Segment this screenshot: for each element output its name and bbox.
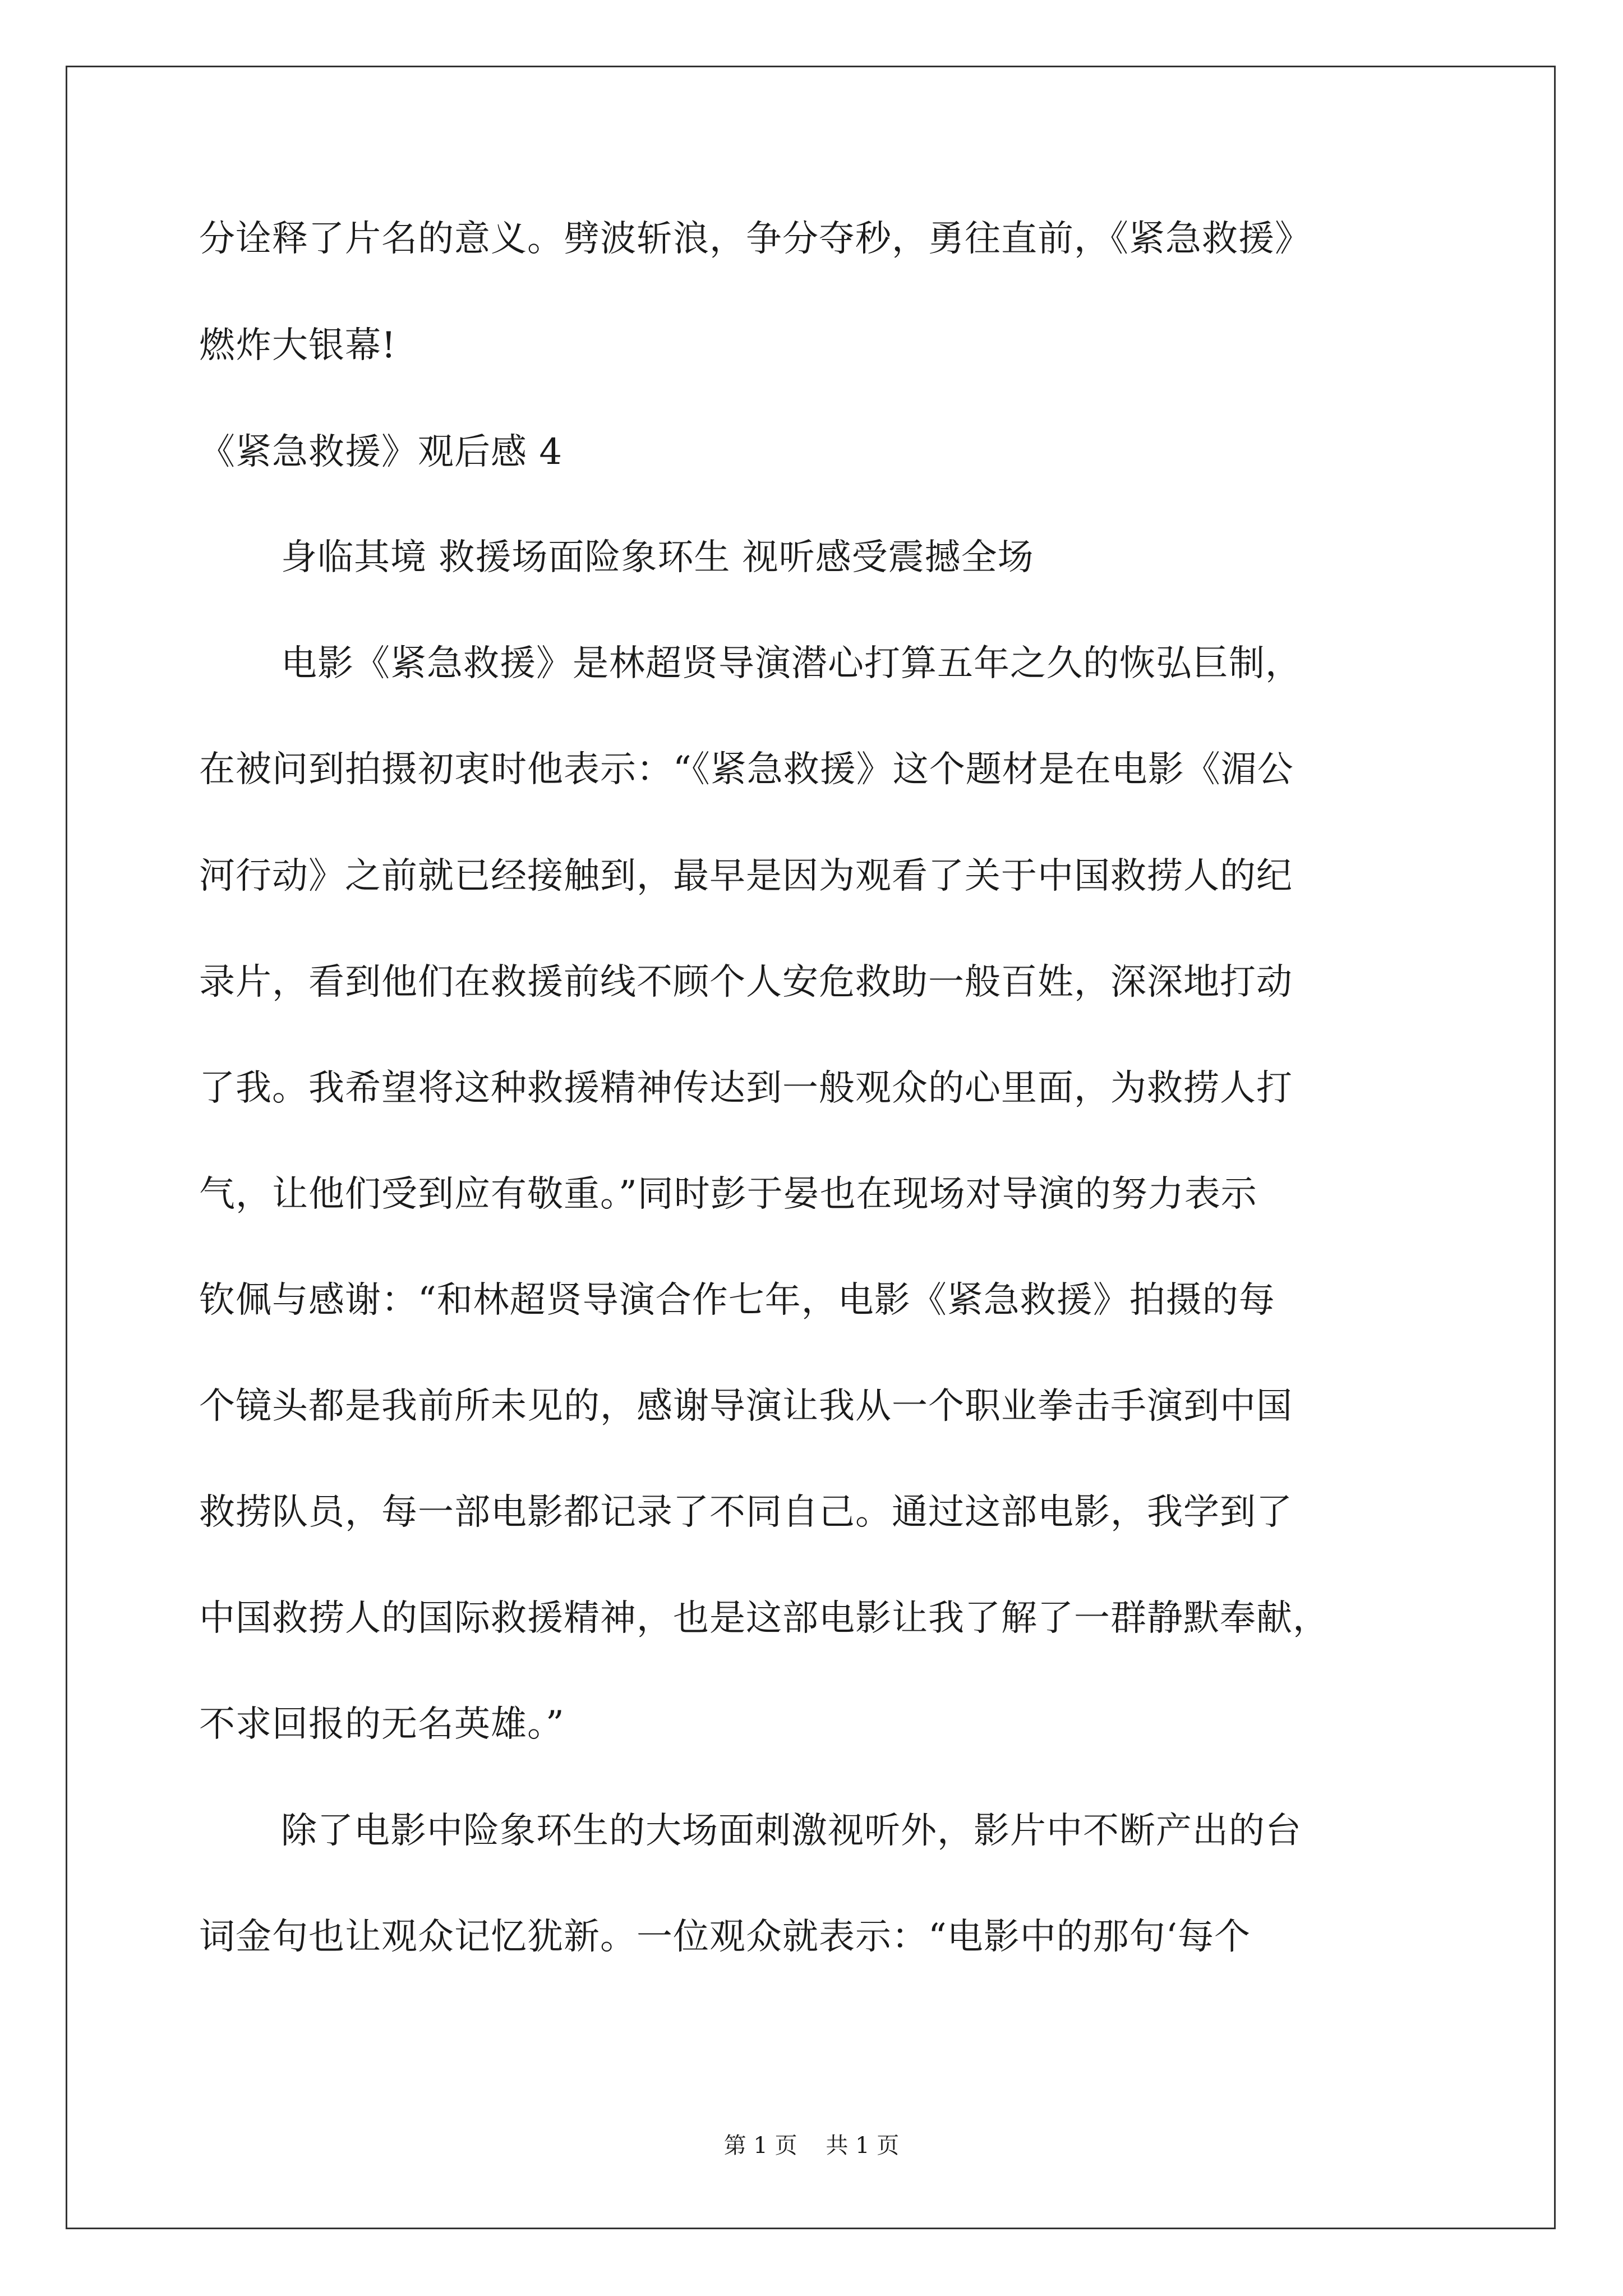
subtitle: 身临其境 救援场面险象环生 视听感受震撼全场 bbox=[281, 537, 1034, 578]
body-line: 录片，看到他们在救援前线不顾个人安危救助一般百姓，深深地打动 bbox=[199, 961, 1293, 1003]
paragraph-start: 电影《紧急救援》是林超贤导演潜心打算五年之久的恢弘巨制， bbox=[281, 643, 1302, 684]
body-line: 中国救捞人的国际救援精神，也是这部电影让我了解了一群静默奉献， bbox=[199, 1598, 1329, 1639]
body-line: 分诠释了片名的意义。劈波斩浪，争分夺秒，勇往直前，《紧急救援》 bbox=[199, 218, 1311, 260]
page-border bbox=[66, 66, 1556, 2229]
body-line: 燃炸大银幕! bbox=[199, 325, 396, 366]
section-title: 《紧急救援》观后感 4 bbox=[199, 431, 563, 473]
body-line: 不求回报的无名英雄。” bbox=[199, 1704, 565, 1745]
body-line: 了我。我希望将这种救援精神传达到一般观众的心里面，为救捞人打 bbox=[199, 1068, 1293, 1109]
body-line: 气，让他们受到应有敬重。”同时彭于晏也在现场对导演的努力表示 bbox=[199, 1174, 1257, 1215]
body-line: 河行动》之前就已经接触到，最早是因为观看了关于中国救捞人的纪 bbox=[199, 855, 1293, 897]
body-line: 钦佩与感谢：“和林超贤导演合作七年，电影《紧急救援》拍摄的每 bbox=[199, 1280, 1275, 1321]
body-line: 在被问到拍摄初衷时他表示：“《紧急救援》这个题材是在电影《湄公 bbox=[199, 749, 1294, 790]
paragraph-start: 除了电影中险象环生的大场面刺激视听外，影片中不断产出的台 bbox=[281, 1810, 1302, 1852]
body-line: 救捞队员，每一部电影都记录了不同自己。通过这部电影，我学到了 bbox=[199, 1492, 1293, 1533]
page-footer: 第 1 页 共 1 页 bbox=[723, 2133, 900, 2159]
body-line: 个镜头都是我前所未见的，感谢导演让我从一个职业拳击手演到中国 bbox=[199, 1386, 1293, 1427]
body-line: 词金句也让观众记忆犹新。一位观众就表示：“电影中的那句‘每个 bbox=[199, 1916, 1251, 1958]
